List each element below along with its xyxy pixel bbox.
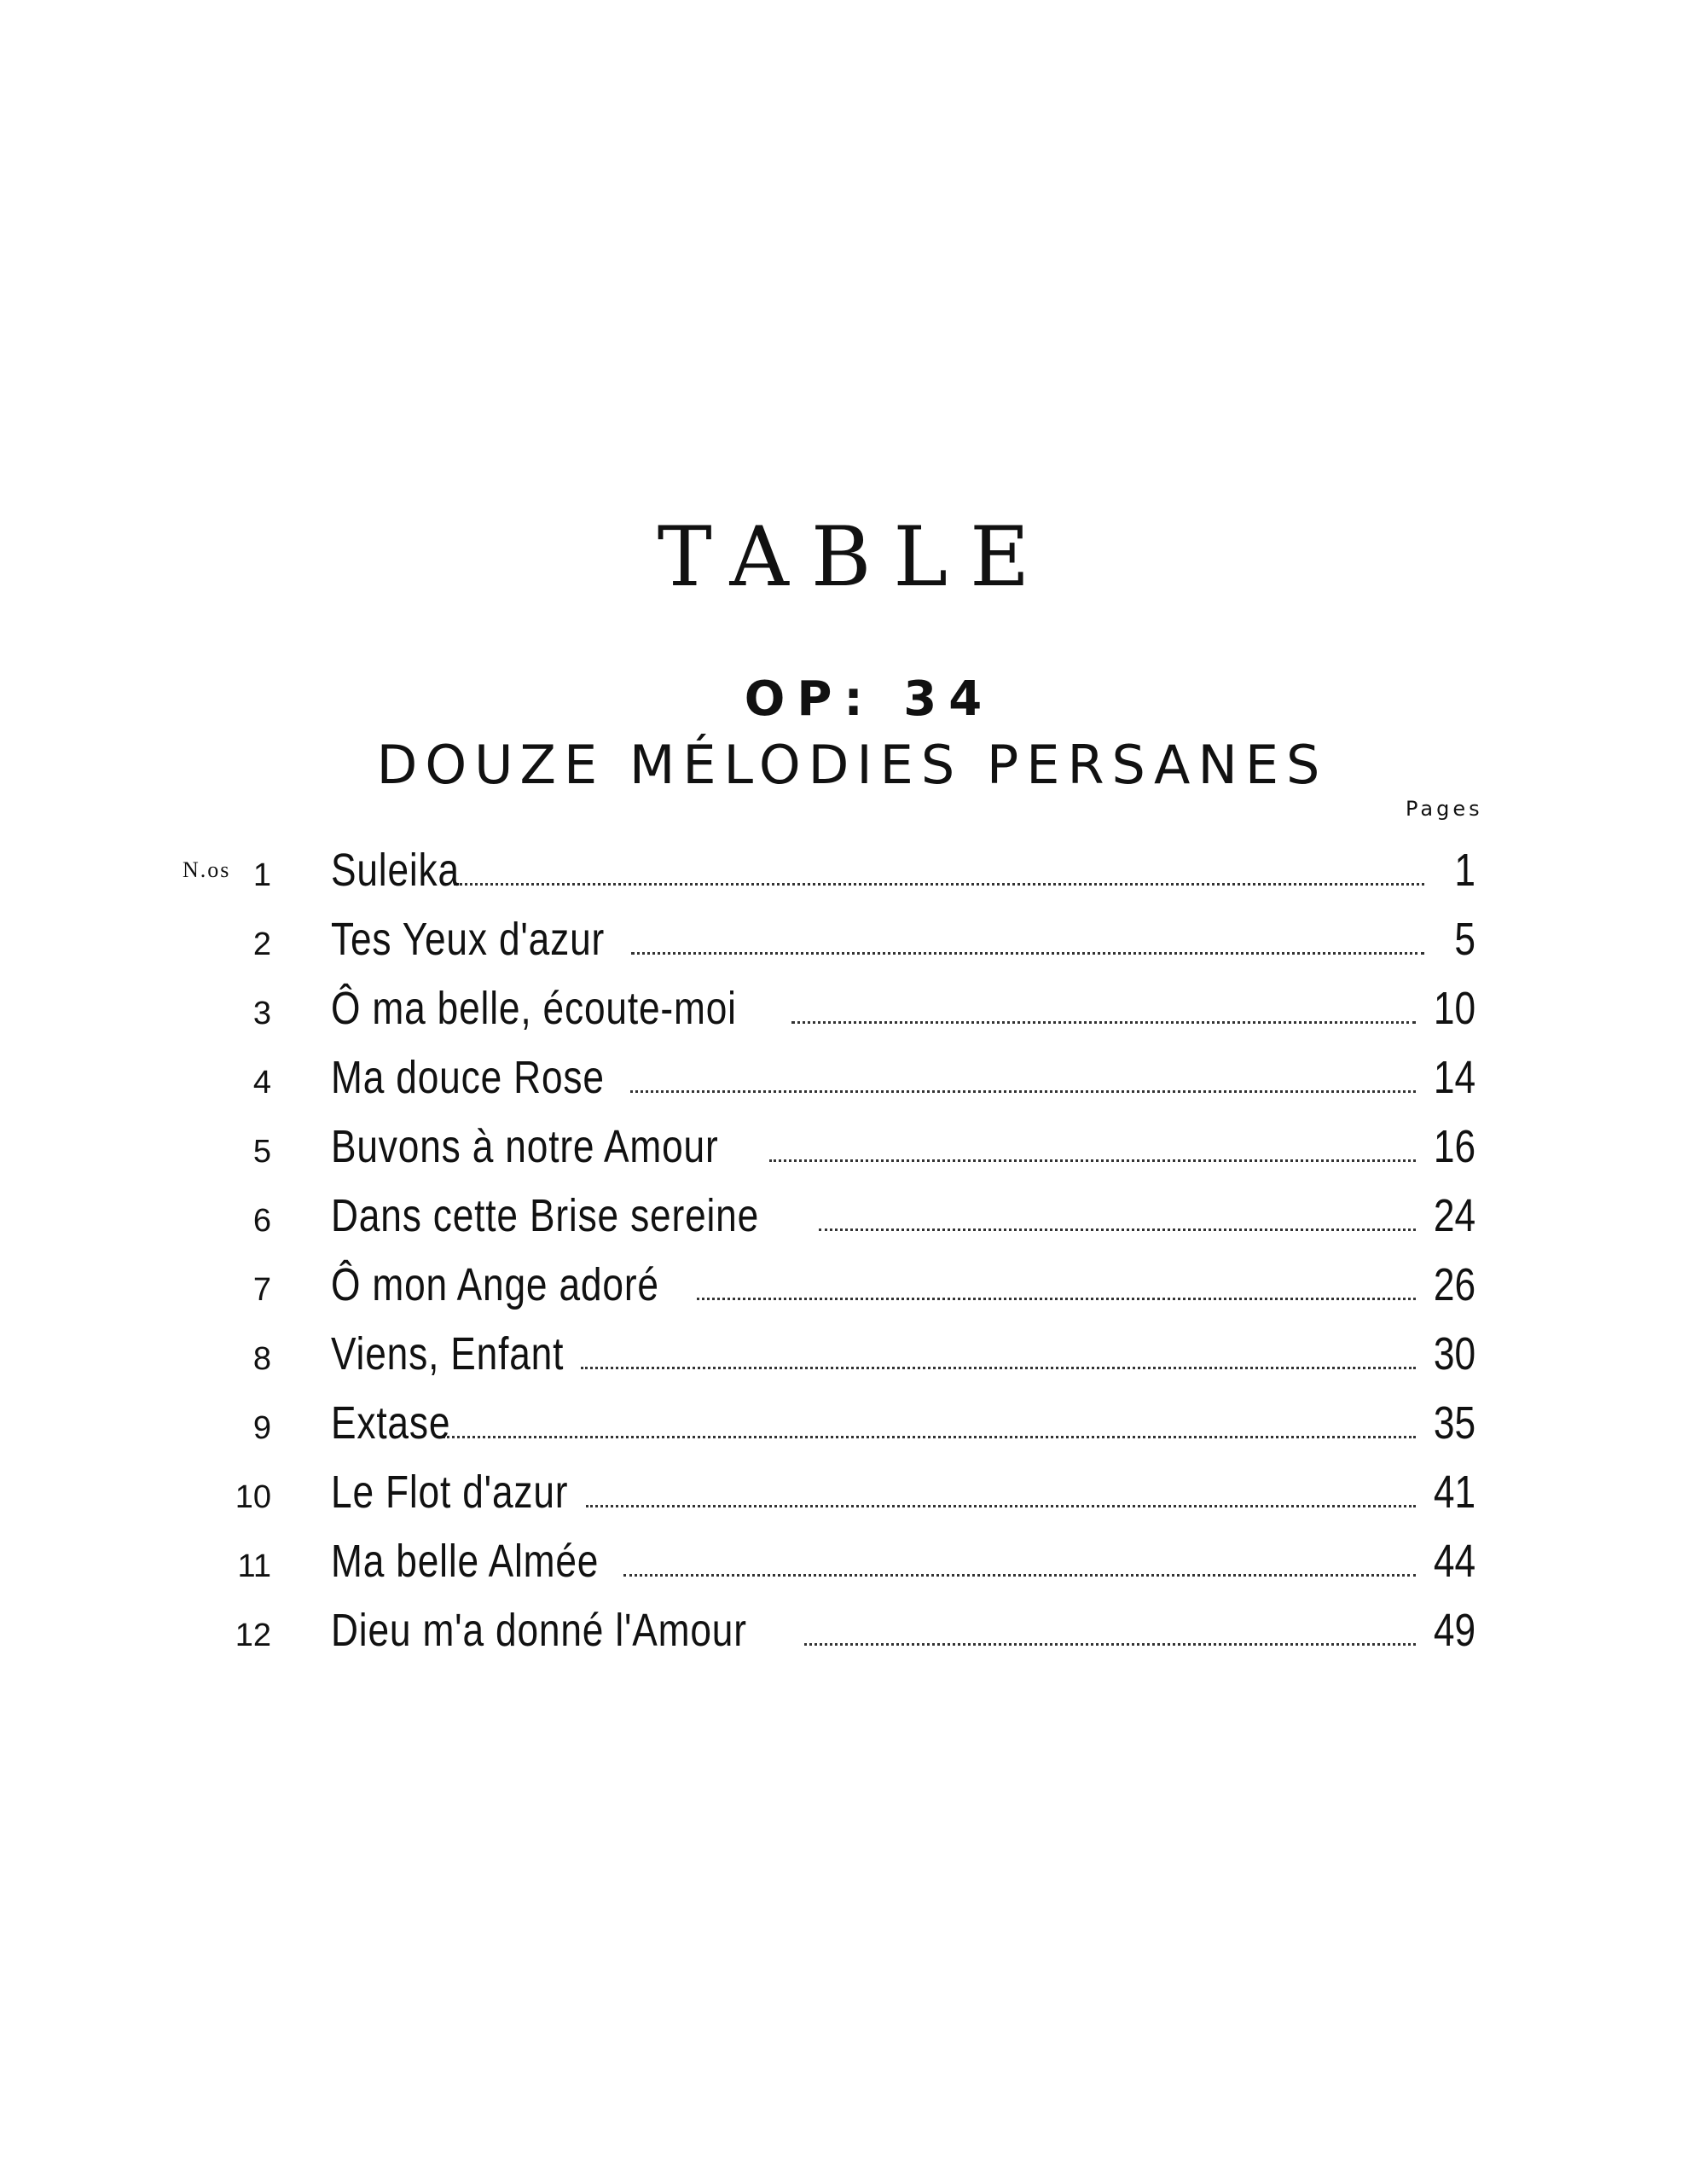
entry-number: 6 bbox=[252, 1203, 271, 1239]
dot-leader bbox=[804, 1642, 1416, 1646]
entry-line bbox=[331, 1600, 1475, 1660]
entry-title: Ô ma belle, écoute-moi bbox=[331, 983, 737, 1034]
entry-title: Tes Yeux d'azur bbox=[331, 914, 606, 965]
toc-entry bbox=[0, 1324, 1687, 1384]
entry-page-number: 24 bbox=[1433, 1190, 1475, 1241]
toc-entry bbox=[0, 1255, 1687, 1315]
entry-number: 3 bbox=[252, 996, 271, 1031]
entry-line bbox=[331, 1048, 1475, 1107]
opus-number: OP: 34 bbox=[744, 671, 994, 727]
entry-page-number: 10 bbox=[1433, 983, 1475, 1034]
entry-line bbox=[331, 1117, 1475, 1176]
entry-title: Suleika bbox=[331, 845, 460, 896]
entry-line bbox=[331, 1531, 1475, 1591]
entry-number: 1 bbox=[252, 857, 271, 893]
entry-title: Ô mon Ange adoré bbox=[331, 1259, 659, 1310]
entry-line bbox=[331, 840, 1475, 900]
entry-line bbox=[331, 979, 1475, 1038]
dot-leader bbox=[791, 1020, 1416, 1024]
collection-subtitle: DOUZE MÉLODIES PERSANES bbox=[376, 734, 1328, 796]
dot-leader bbox=[630, 1089, 1416, 1093]
entry-page-number: 35 bbox=[1433, 1397, 1475, 1449]
entry-title: Ma belle Almée bbox=[331, 1536, 600, 1587]
entry-number: 5 bbox=[252, 1134, 271, 1170]
entry-number: 7 bbox=[252, 1272, 271, 1308]
entry-number: 10 bbox=[235, 1479, 271, 1515]
entry-page-number: 14 bbox=[1433, 1052, 1475, 1103]
entry-title: Dieu m'a donné l'Amour bbox=[331, 1605, 747, 1656]
entry-page-number: 44 bbox=[1433, 1536, 1475, 1587]
dot-leader bbox=[623, 1573, 1416, 1577]
toc-entry bbox=[0, 840, 1687, 900]
entry-number: 12 bbox=[235, 1618, 271, 1653]
entry-title: Viens, Enfant bbox=[331, 1328, 565, 1380]
entry-line bbox=[331, 909, 1475, 969]
numbers-label: N.os bbox=[183, 857, 231, 882]
entry-title: Extase bbox=[331, 1397, 451, 1449]
pages-column-label: Pages bbox=[1406, 797, 1483, 821]
dot-leader bbox=[581, 1366, 1416, 1369]
entry-title: Ma douce Rose bbox=[331, 1052, 605, 1103]
page-title: TABLE bbox=[657, 509, 1052, 605]
entry-page-number: 5 bbox=[1454, 914, 1475, 965]
entry-page-number: 30 bbox=[1433, 1328, 1475, 1380]
toc-entry bbox=[0, 979, 1687, 1038]
entry-line bbox=[331, 1186, 1475, 1246]
entry-page-number: 1 bbox=[1454, 845, 1475, 896]
entry-title: Le Flot d'azur bbox=[331, 1467, 569, 1518]
toc-entry bbox=[0, 1462, 1687, 1522]
entry-page-number: 16 bbox=[1433, 1121, 1475, 1172]
entry-number: 2 bbox=[252, 926, 271, 962]
entry-line bbox=[331, 1255, 1475, 1315]
entry-number: 9 bbox=[252, 1410, 271, 1446]
entry-number: 4 bbox=[252, 1065, 271, 1101]
dot-leader bbox=[769, 1159, 1416, 1162]
dot-leader bbox=[454, 882, 1424, 886]
dot-leader bbox=[697, 1297, 1416, 1300]
toc-entry bbox=[0, 909, 1687, 969]
dot-leader bbox=[819, 1228, 1416, 1231]
entry-line bbox=[331, 1462, 1475, 1522]
entry-title: Buvons à notre Amour bbox=[331, 1121, 719, 1172]
entry-title: Dans cette Brise sereine bbox=[331, 1190, 760, 1241]
dot-leader bbox=[631, 951, 1424, 955]
entry-number: 8 bbox=[252, 1341, 271, 1377]
entry-number: 11 bbox=[237, 1548, 271, 1584]
entry-page-number: 41 bbox=[1433, 1467, 1475, 1518]
toc-entry bbox=[0, 1117, 1687, 1176]
toc-entry bbox=[0, 1048, 1687, 1107]
dot-leader bbox=[443, 1435, 1416, 1438]
entry-line bbox=[331, 1324, 1475, 1384]
toc-entry bbox=[0, 1600, 1687, 1660]
dot-leader bbox=[586, 1504, 1415, 1507]
toc-entry bbox=[0, 1186, 1687, 1246]
toc-entry bbox=[0, 1531, 1687, 1591]
toc-entry bbox=[0, 1393, 1687, 1453]
entry-page-number: 26 bbox=[1433, 1259, 1475, 1310]
entry-line bbox=[331, 1393, 1475, 1453]
entry-page-number: 49 bbox=[1433, 1605, 1475, 1656]
